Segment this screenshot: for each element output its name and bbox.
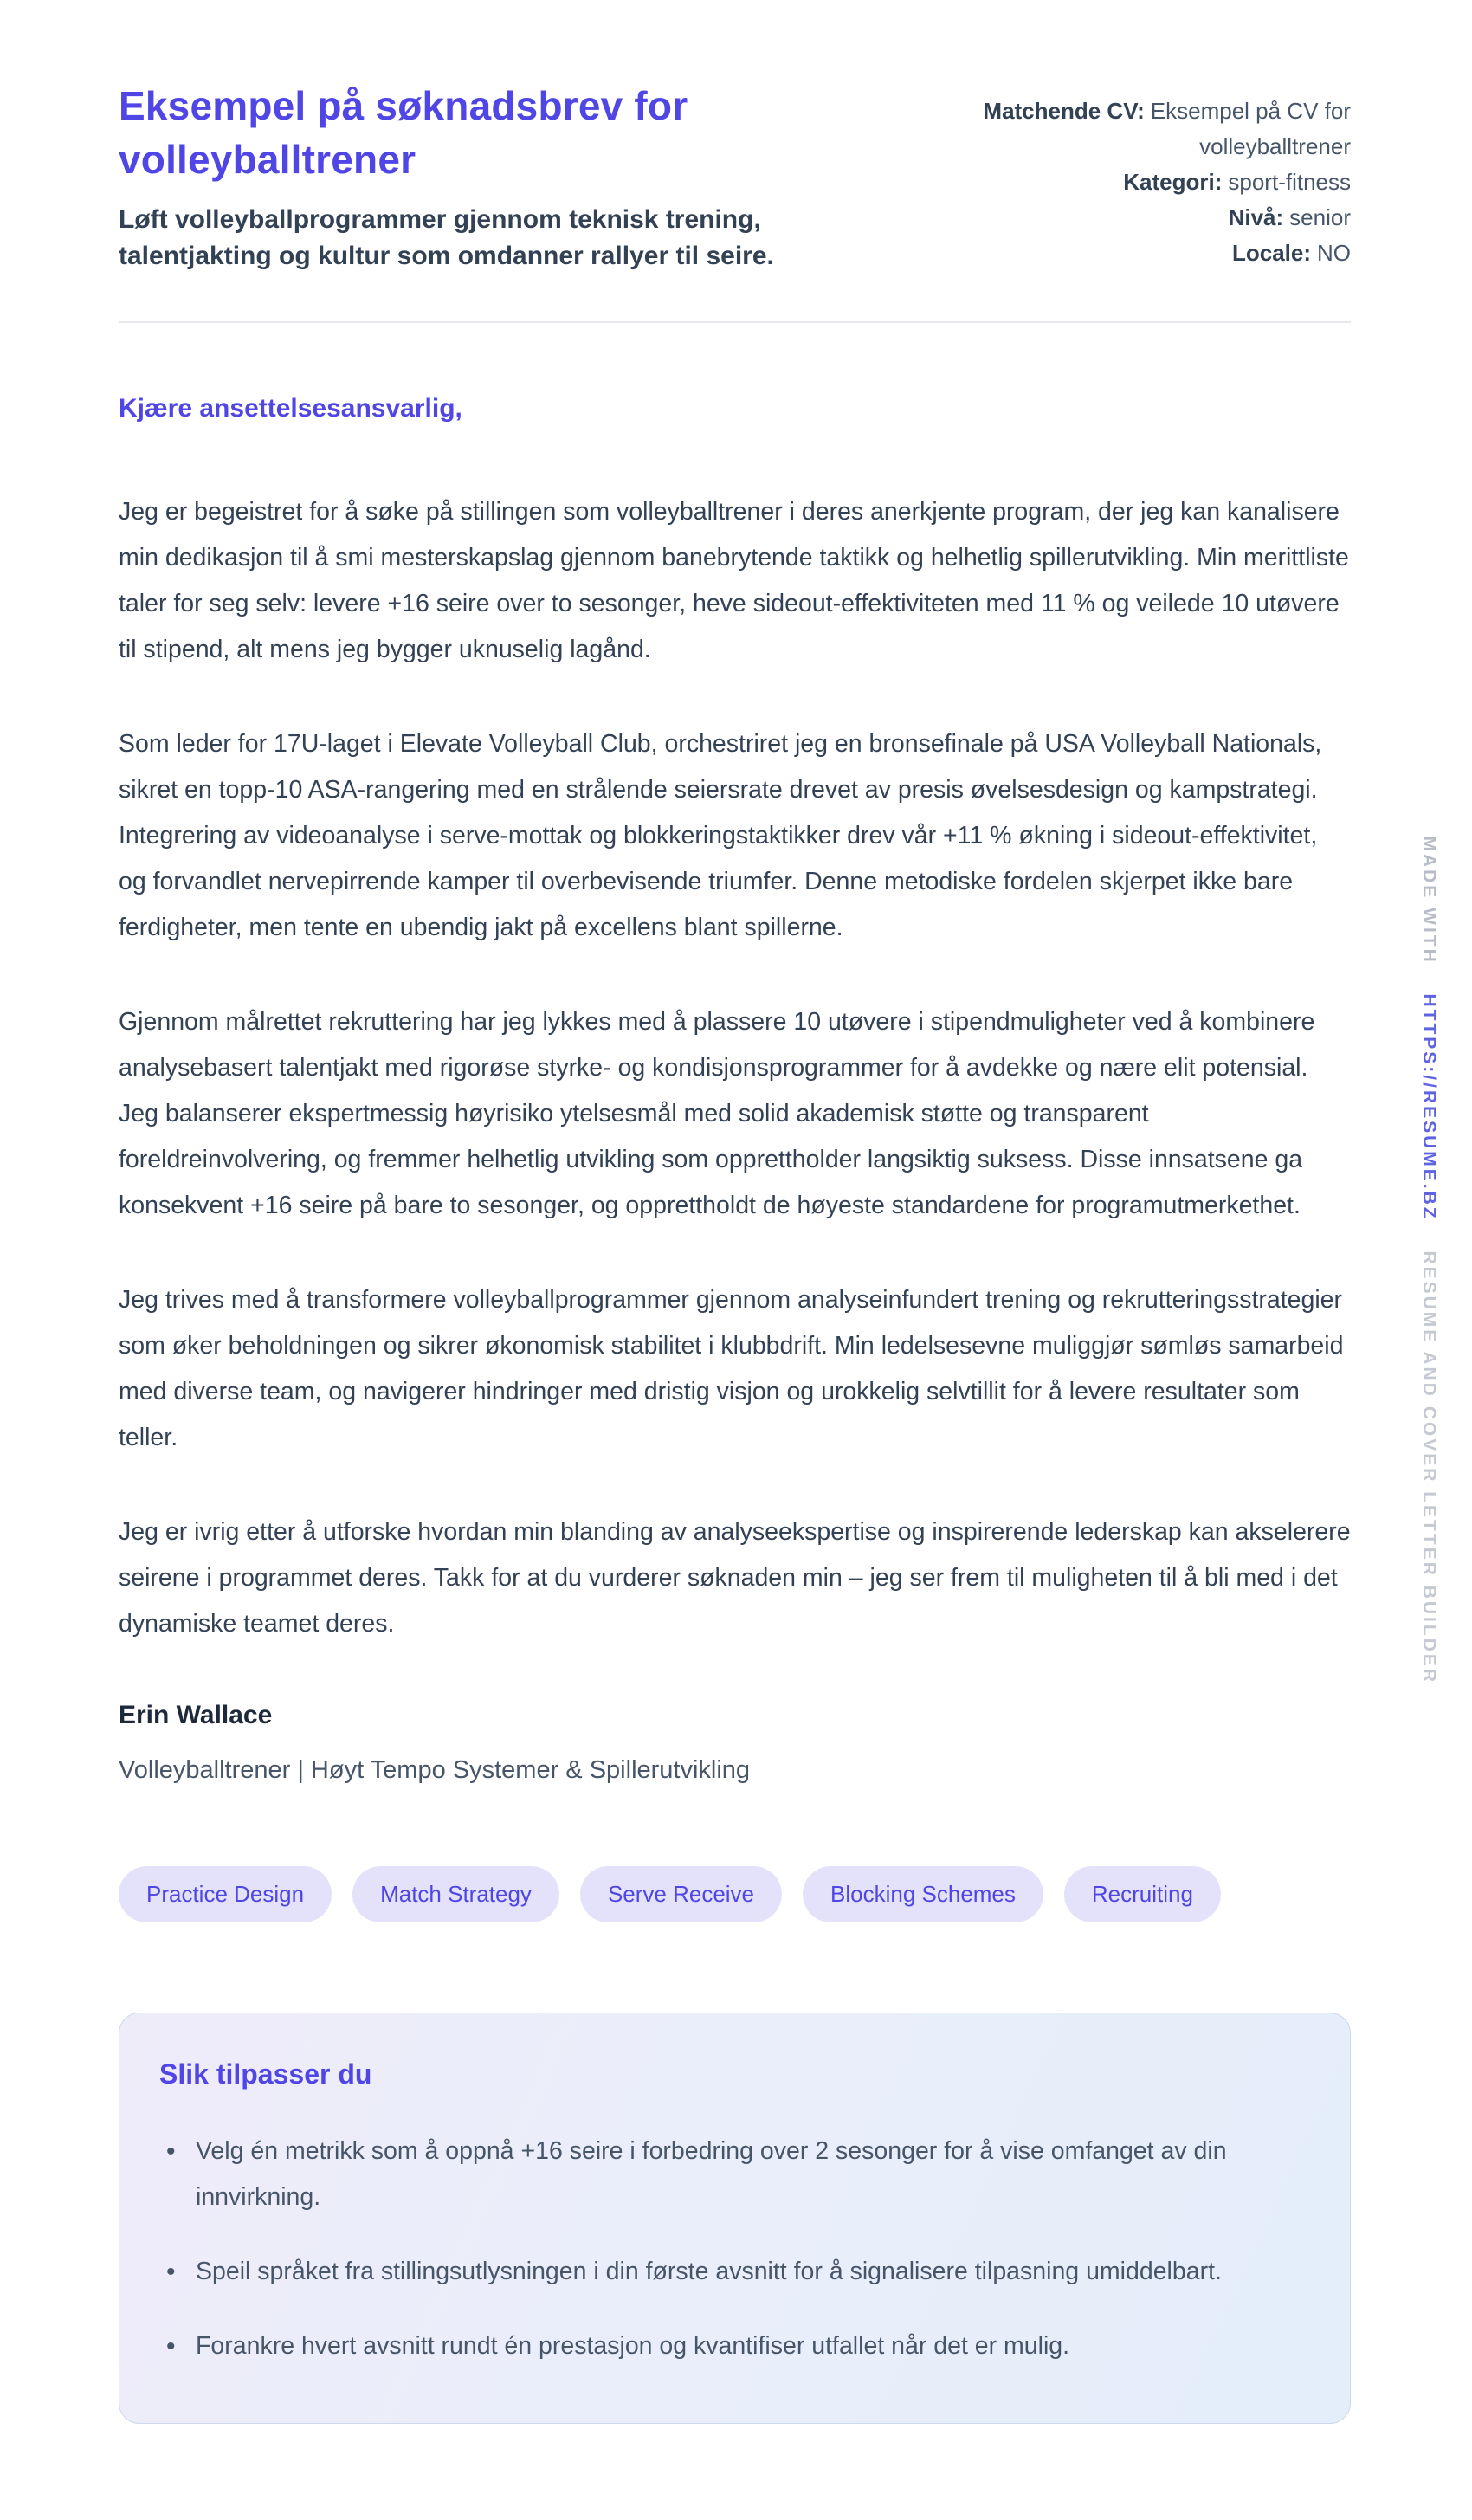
skill-tag[interactable]: Serve Receive: [580, 1866, 782, 1922]
meta-category-label: Kategori:: [1123, 169, 1223, 196]
meta-category-value: sport-fitness: [1228, 169, 1351, 196]
tips-list-item: • Forankre hvert avsnitt rundt én prestasjon og kvantifiser utfallet når det er mulig.: [159, 2323, 1276, 2369]
page-subtitle: Løft volleyballprogrammer gjennom teknisk trening, talentjakting og kultur som omdanner rallyer til seire.: [119, 205, 774, 271]
header-title-block: [119, 80, 881, 275]
meta-locale-value: NO: [1317, 240, 1351, 267]
watermark-site-link[interactable]: HTTPS://RESUME.BZ: [1419, 993, 1439, 1221]
meta-matching-cv-value: Eksempel på CV for volleyballtrener: [1150, 98, 1351, 160]
meta-level: [970, 200, 1351, 236]
how-to-tailor-card: [119, 2013, 1351, 2424]
skill-tag[interactable]: Recruiting: [1064, 1866, 1221, 1922]
side-watermark: [1418, 836, 1439, 1683]
signature-role: Volleyballtrener | Høyt Tempo Systemer & Spillerutvikling: [119, 1756, 751, 1785]
watermark-made-with: MADE WITH: [1419, 836, 1439, 965]
letter-paragraph: Jeg trives med å transformere volleyballprogrammer gjennom analyseinfundert trening og rekrutteringsstrategier som øker beholdningen og sikrer økonomisk stabilitet i klubbdrift. Min ledelsesevne muliggjør sømløs samarbeid med diverse team, og navigerer hindringer med dristig visjon og urokkelig selvtillit for å levere resultater som teller.: [119, 1286, 1344, 1452]
tips-list-item: • Velg én metrikk som å oppnå +16 seire i forbedring over 2 sesonger for å vise omfanget av din innvirkning.: [159, 2129, 1276, 2220]
watermark-tagline: RESUME AND COVER LETTER BUILDER: [1419, 1250, 1439, 1684]
letter-paragraph: Som leder for 17U-laget i Elevate Volleyball Club, orchestriret jeg en bronsefinale på USA Volleyball Nationals, sikret en topp-10 ASA-rangering med en strålende seiersrate drevet av presis øvelsesdesign og kampstrategi. Integrering av videoanalyse i serve-mottak og blokkeringstaktikker drev vår +11 % økning i sideout-effektivitet, og forvandlet nervepirrende kamper til overbevisende triumfer. Denne metodiske fordelen skjerpet ikke bare ferdigheter, men tente en ubendig jakt på excellens blant spillerne.: [119, 730, 1322, 942]
signature-name: Erin Wallace: [119, 1701, 273, 1730]
tips-list-item: • Speil språket fra stillingsutlysningen i din første avsnitt for å signalisere tilpasning umiddelbart.: [159, 2249, 1276, 2295]
letter-paragraph: Jeg er ivrig etter å utforske hvordan min blanding av analyseekspertise og inspirerende lederskap kan akselerere seirene i programmet deres. Takk for at du vurderer søknaden min – jeg ser frem til muligheten til å bli med i det dynamiske teamet deres.: [119, 1518, 1351, 1638]
letter-body: [119, 489, 1351, 1647]
meta-category: [970, 165, 1351, 200]
meta-matching-cv-label: Matchende CV:: [983, 98, 1145, 124]
meta-level-value: senior: [1289, 204, 1351, 231]
page-title: Eksempel på søknadsbrev for volleyballtrener: [119, 83, 688, 182]
letter-paragraph: Jeg er begeistret for å søke på stillingen som volleyballtrener i deres anerkjente program, der jeg kan kanalisere min dedikasjon til å smi mesterskapslag gjennom banebrytende taktikk og helhetlig spillerutvikling. Min merittliste taler for seg selv: levere +16 seire over to sesonger, heve sideout-effektiviteten med 11 % og veilede 10 utøvere til stipend, alt mens jeg bygger uknuselig lagånd.: [119, 498, 1349, 664]
meta-locale-label: Locale:: [1231, 240, 1311, 267]
page-header: [119, 80, 1351, 275]
header-divider: [119, 321, 1351, 323]
skill-tag[interactable]: Practice Design: [119, 1866, 332, 1922]
letter-greeting: Kjære ansettelsesansvarlig,: [119, 394, 462, 423]
skill-tag[interactable]: Match Strategy: [352, 1866, 559, 1922]
content-column: [119, 0, 1351, 2424]
document-meta: [970, 80, 1351, 271]
skill-tag[interactable]: Blocking Schemes: [803, 1866, 1043, 1922]
tips-card-heading: Slik tilpasser du: [159, 2058, 372, 2090]
meta-locale: [970, 236, 1351, 271]
letter-paragraph: Gjennom målrettet rekruttering har jeg lykkes med å plassere 10 utøvere i stipendmuligheter ved å kombinere analysebasert talentjakt med rigorøse styrke- og kondisjonsprogrammer for å avdekke og nære elit potensial. Jeg balanserer ekspertmessig høyrisiko ytelsesmål med solid akademisk støtte og transparent foreldreinvolvering, og fremmer helhetlig utvikling som opprettholder langsiktig suksess. Disse innsatsene ga konsekvent +16 seire på bare to sesonger, og opprettholdt de høyeste standardene for programutmerkethet.: [119, 1008, 1315, 1220]
meta-level-label: Nivå:: [1228, 204, 1284, 231]
tips-list: [159, 2129, 1310, 2369]
meta-matching-cv: [970, 94, 1351, 165]
skill-tags: [119, 1866, 1351, 1922]
